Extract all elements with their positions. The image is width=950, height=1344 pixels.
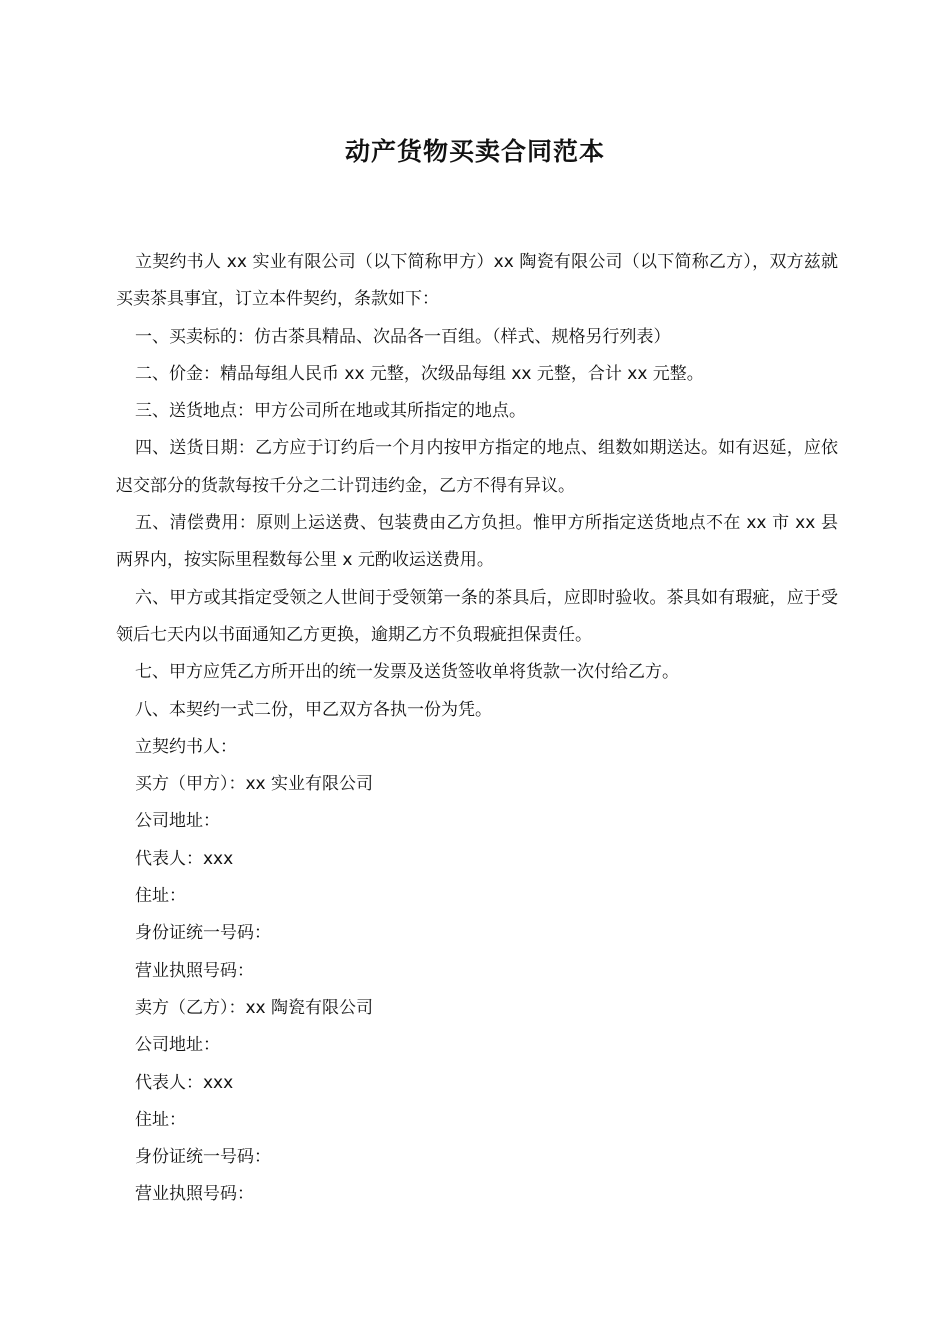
buyer-residence: 住址： [135,886,186,907]
seller-address: 公司地址： [135,1035,220,1056]
document-body [116,244,838,1214]
seller-residence: 住址： [135,1109,186,1130]
seller-id-number: 身份证统一号码： [135,1147,271,1168]
clause-4: 四、送货日期：乙方应于订约后一个月内按甲方指定的地点、组数如期送达。如有迟延，应依迟交部分的货款每按千分之二计罚违约金，乙方不得有异议。 [116,438,838,496]
seller-name: 卖方（乙方）：xx 陶瓷有限公司 [135,997,374,1018]
clause-2: 二、价金：精品每组人民币 xx 元整，次级品每组 xx 元整，合计 xx 元整。 [135,363,704,384]
clause-6: 六、甲方或其指定受领之人世间于受领第一条的茶具后，应即时验收。茶具如有瑕疵，应于受领后七天内以书面通知乙方更换，逾期乙方不负瑕疵担保责任。 [116,587,838,645]
signatories-heading: 立契约书人： [135,736,237,757]
seller-license-number: 营业执照号码： [135,1184,254,1205]
buyer-license-number: 营业执照号码： [135,960,254,981]
clause-1: 一、买卖标的：仿古茶具精品、次品各一百组。（样式、规格另行列表） [135,326,671,347]
seller-representative: 代表人：xxx [135,1072,234,1093]
clause-5: 五、清偿费用：原则上运送费、包装费由乙方负担。惟甲方所指定送货地点不在 xx 市 xx 县两界内，按实际里程数每公里 x 元酌收运送费用。 [116,513,838,571]
document-title: 动产货物买卖合同范本 [344,137,605,166]
buyer-address: 公司地址： [135,811,220,832]
clause-8: 八、本契约一式二份，甲乙双方各执一份为凭。 [135,699,492,720]
clause-7: 七、甲方应凭乙方所开出的统一发票及送货签收单将货款一次付给乙方。 [135,662,679,683]
buyer-representative: 代表人：xxx [135,848,234,869]
intro-paragraph: 立契约书人 xx 实业有限公司（以下简称甲方）xx 陶瓷有限公司（以下简称乙方），双方兹就买卖茶具事宜，订立本件契约，条款如下： [116,252,838,310]
clause-3: 三、送货地点：甲方公司所在地或其所指定的地点。 [135,401,526,422]
buyer-id-number: 身份证统一号码： [135,923,271,944]
buyer-name: 买方（甲方）：xx 实业有限公司 [135,774,374,795]
